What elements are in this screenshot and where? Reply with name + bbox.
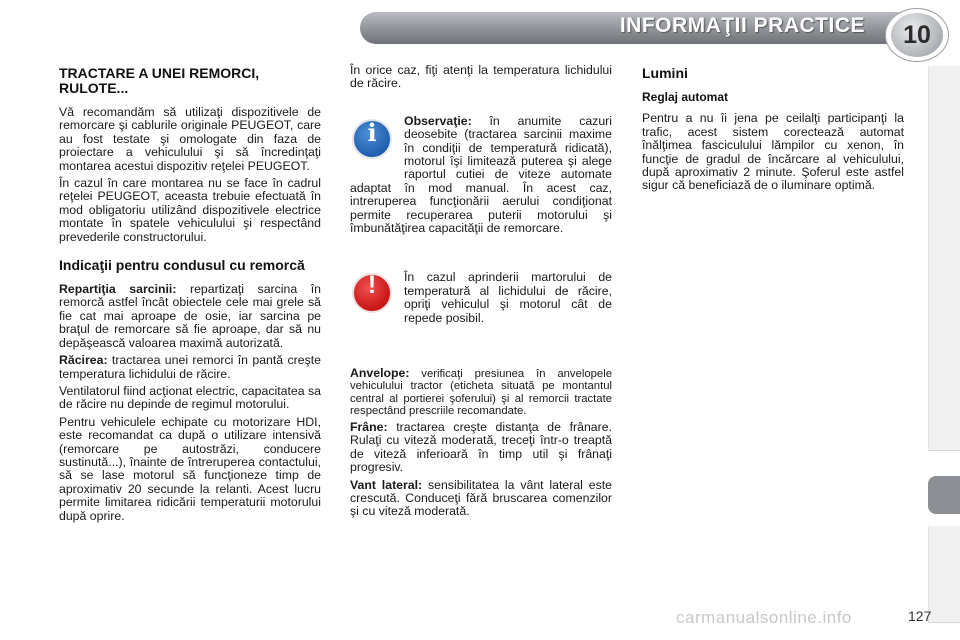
chapter-tab[interactable] xyxy=(928,162,960,211)
page-header xyxy=(0,0,960,58)
chapter-tab[interactable] xyxy=(928,210,960,259)
chapter-number-badge xyxy=(885,8,949,62)
column-right xyxy=(642,64,904,197)
chapter-tab[interactable] xyxy=(928,402,960,451)
paragraph-load-distribution: Repartiţia sarcinii: repartizaţi sarcina în remorcă astfel încât obiectele cele mai grele să fie cat mai aproape de osie, iar sarcina pe braţul de remorcare să fie aproape, dar să nu depăşească valoarea maximă autorizată. xyxy=(59,282,321,350)
chapter-tabs xyxy=(928,66,960,626)
chapter-tab[interactable] xyxy=(928,66,960,115)
paragraph: În cazul în care montarea nu se face în cadrul reţelei PEUGEOT, aceasta trebuie efectuată în mod obligatoriu utilizând dispozitivele electrice montate în spatele vehiculului şi respectând prevederile constructorului. xyxy=(59,176,321,244)
page-number: 127 xyxy=(908,608,932,624)
paragraph: Vă recomandăm să utilizaţi dispozitivele de remorcare şi cablurile originale PEUGEOT, care au fost testate şi omologate din faza de proiectare a vehiculului şi să încredinţaţi montarea acestui dispozitiv reţelei PEUGEOT. xyxy=(59,105,321,173)
tips-list xyxy=(350,367,612,519)
exclamation-warning-icon: ! xyxy=(352,273,392,313)
info-icon: i xyxy=(352,119,392,159)
chapter-tab[interactable] xyxy=(928,526,960,575)
warning-box xyxy=(350,271,612,325)
column-middle xyxy=(350,64,612,523)
chapter-tab[interactable] xyxy=(928,574,960,623)
chapter-tab-active[interactable] xyxy=(928,476,960,514)
paragraph-tyres: Anvelope: verificaţi presiunea în anvelopele vehiculului tractor (eticheta situată pe montantul central al portierei şoferului) şi al remorcii tractate respectând prescriile recomandate. xyxy=(350,366,612,417)
paragraph: În orice caz, fiţi atenţi la temperatura lichidului de răcire. xyxy=(350,63,612,91)
paragraph: Pentru a nu îi jena pe ceilalţi participanţi la trafic, acest sistem corectează automat înălţimea fasciculului lămpilor cu xenon, în funcţie de gradul de încărcare al vehiculului, după aproximativ 2 minute. Şoferul este astfel sigur că beneficiază de o iluminare optimă. xyxy=(642,111,904,193)
chapter-number: 10 xyxy=(903,21,931,49)
subheading-auto-adjust: Reglaj automat xyxy=(642,90,729,104)
warning-text: În cazul aprinderii martorului de temperatură al lichidului de răcire, opriţi vehiculul şi motorul cât de repede posibil. xyxy=(404,270,612,325)
chapter-tab[interactable] xyxy=(928,258,960,307)
note-box xyxy=(350,115,612,236)
section-heading-lights: Lumini xyxy=(642,65,688,81)
paragraph: Pentru vehiculele echipate cu motorizare HDI, este recomandat ca după o utilizare intensivă (remorcare pe autostrăzi, conducere sustinută...), înainte de întreruperea contactului, să se lase motorul să funcţioneze timp de aproximativ 20 secunde la relanti. Acest lucru permite limitarea ridicării temperaturii motorului după oprire. xyxy=(59,414,321,523)
chapter-tab[interactable] xyxy=(928,114,960,163)
note-text: Observaţie: în anumite cazuri deosebite (tractarea sarcinii maxime în condiţii de temperatură ridicată), motorul îşi limitează puterea şi alege raportul cutiei de viteze automate adaptat în mod manual. În acest caz, intreruperea funcţionării aerului condiţionat permite recuperarea puterii motorului şi îmbunătăţirea capacităţii de remorcare. xyxy=(350,113,612,236)
paragraph-cooling: Răcirea: tractarea unei remorci în pantă creşte temperatura lichidului de răcire. xyxy=(59,353,321,381)
column-left xyxy=(59,64,321,527)
watermark: carmanualsonline.info xyxy=(676,608,852,627)
paragraph: Ventilatorul fiind acţionat electric, capacitatea sa de răcire nu depinde de regimul motorului. xyxy=(59,383,321,412)
chapter-title: INFORMAŢII PRACTICE xyxy=(619,14,865,37)
paragraph-brakes: Frâne: tractarea creşte distanţa de frânare. Rulaţi cu viteză moderată, treceţi într-o treaptă de viteză inferioară în timp util şi frânaţi progresiv. xyxy=(350,419,612,475)
paragraph-crosswind: Vant lateral: sensibilitatea la vânt lateral este crescută. Conduceţi fără bruscarea comenzilor şi cu viteză moderată. xyxy=(350,477,612,519)
chapter-tab[interactable] xyxy=(928,354,960,403)
chapter-tab[interactable] xyxy=(928,306,960,355)
section-heading-driving-tips: Indicaţii pentru condusul cu remorcă xyxy=(59,257,305,274)
section-heading-towing: TRACTARE A UNEI REMORCI, RULOTE... xyxy=(59,65,260,96)
